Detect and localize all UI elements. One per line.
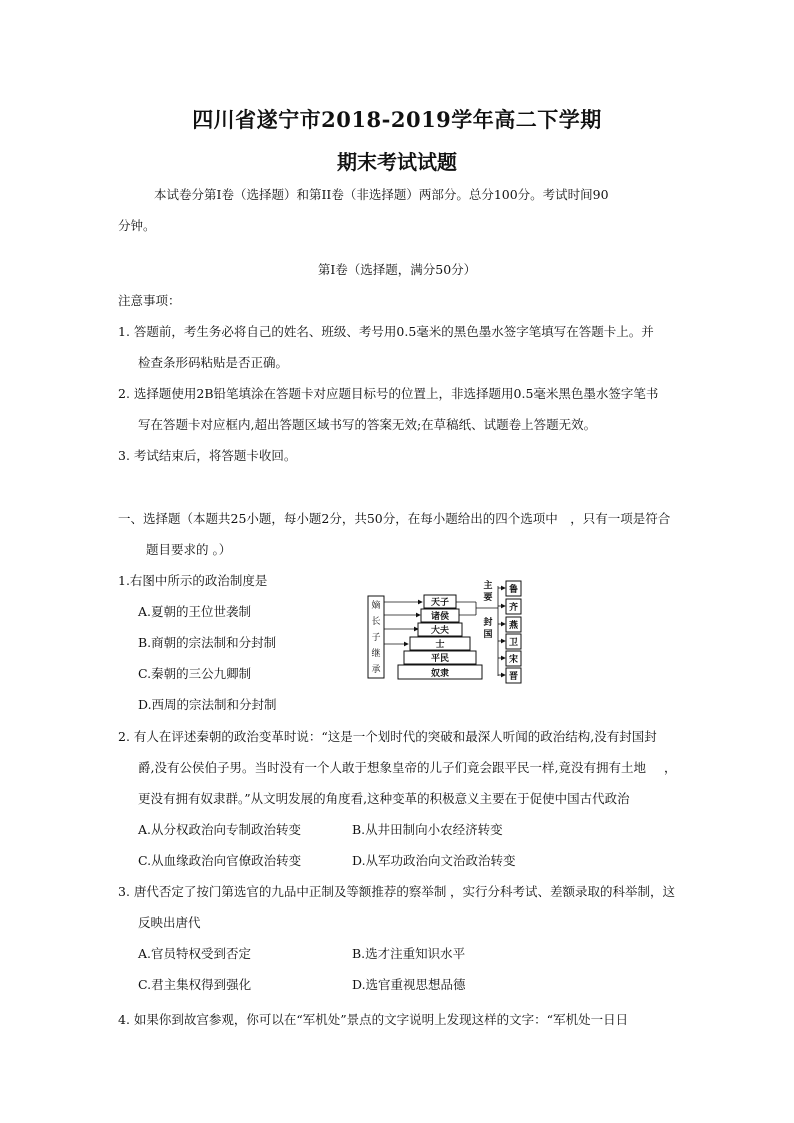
level-label-3: 士 [435,640,445,650]
left-label [371,599,380,675]
q3-line-1-end: ，实行分科考试、差额录取的科举制，这 [450,884,676,899]
q3-line-2: 反映出唐代 [138,915,201,930]
left-char-3: 继 [371,649,381,659]
part1-heading: 第Ⅰ卷（选择题，满分50分） [317,262,477,277]
q3-option-c: C.君主集权得到强化 [138,977,252,992]
level-label-0: 天子 [430,598,450,608]
left-char-4: 承 [371,665,381,675]
note-2-line-2: 写在答题卡对应框内,超出答题区域书写的答案无效;在草稿纸、试题卷上答题无效。 [138,417,597,432]
q1-option-b: B.商朝的宗法制和分封制 [138,635,277,650]
exam-title: 四川省遂宁市2018-2019学年高二下学期 [192,107,602,132]
level-label-1: 诸侯 [430,612,450,622]
middle-char-3: 国 [483,630,493,640]
q2-line-2-end: ， [664,760,677,775]
note-1-line-1: 1. 答题前，考生务必将自己的姓名、班级、考号用0.5毫米的黑色墨水签字笔填写在答题卡上。并 [118,324,654,339]
q2-option-a: A.从分权政治向专制政治转变 [138,822,302,837]
left-char-0: 嫡 [371,601,381,611]
q2-line-1: 2. 有人在评述秦朝的政治变革时说：“这是一个划时代的突破和最深人听闻的政治结构,没有封国封 [118,729,657,744]
q2-option-d: D.从军功政治向文治政治转变 [352,853,516,868]
level-label-5: 奴隶 [430,669,450,679]
level-label-2: 大夫 [430,626,450,636]
intro-line-1: 本试卷分第Ⅰ卷（选择题）和第II卷（非选择题）两部分。总分100分。考试时间90 [154,187,609,202]
level-label-4: 平民 [430,654,450,664]
state-label-1: 齐 [508,603,519,613]
q2-line-2: 爵,没有公侯伯子男。当时没有一个人敢于想象皇帝的儿子们竟会跟平民一样,竟没有拥有土地 [138,760,646,775]
note-1-line-2: 检查条形码粘贴是否正确。 [138,355,289,370]
state-label-4: 宋 [508,655,519,665]
exam-subtitle: 期末考试试题 [337,150,457,174]
note-3: 3. 考试结束后，将答题卡收回。 [118,448,297,463]
state-label-0: 鲁 [508,585,519,595]
q1-option-c: C.秦朝的三公九卿制 [138,666,252,681]
feudal-hierarchy-diagram [364,578,530,686]
q3-option-a: A.官员特权受到否定 [138,946,252,961]
q1-option-a: A.夏朝的王位世袭制 [138,604,252,619]
middle-char-1: 要 [483,593,493,603]
q3-option-d: D.选官重视思想品德 [352,977,466,992]
state-label-5: 晋 [508,672,519,682]
middle-char-2: 封 [483,618,493,628]
q3-line-1: 3. 唐代否定了按门第选官的九品中正制及等额推荐的察举制 [118,884,447,899]
q2-line-3: 更没有拥有奴隶群。”从文明发展的角度看,这种变革的积极意义主要在于促使中国古代政治 [138,791,630,806]
notes-heading: 注意事项： [118,293,181,308]
middle-label [483,579,492,640]
q1-option-d: D.西周的宗法制和分封制 [138,697,277,712]
q2-option-c: C.从血缘政治向官僚政治转变 [138,853,302,868]
q3-option-b: B.选才注重知识水平 [352,946,466,961]
middle-char-0: 主 [483,581,493,591]
states-boxes [506,581,521,683]
q2-option-b: B.从井田制向小农经济转变 [352,822,503,837]
left-char-1: 长 [371,617,381,627]
left-char-2: 子 [371,633,381,643]
section1-line-1: 一、选择题（本题共25小题，每小题2分，共50分，在每小题给出的四个选项中 ，只有一项是符合 [118,511,671,526]
state-label-3: 卫 [508,638,519,648]
state-label-2: 燕 [508,621,519,631]
section1-line-2: 题目要求的 。） [146,542,232,557]
q1-stem: 1.右图中所示的政治制度是 [118,573,268,588]
note-2-line-1: 2. 选择题使用2B铅笔填涂在答题卡对应题目标号的位置上，非选择题用0.5毫米黑色墨水签字笔书 [118,386,659,401]
intro-line-2: 分钟。 [118,218,156,233]
q4-line-1: 4. 如果你到故宫参观，你可以在“军机处”景点的文字说明上发现这样的文字：“军机处一日日 [118,1012,629,1027]
